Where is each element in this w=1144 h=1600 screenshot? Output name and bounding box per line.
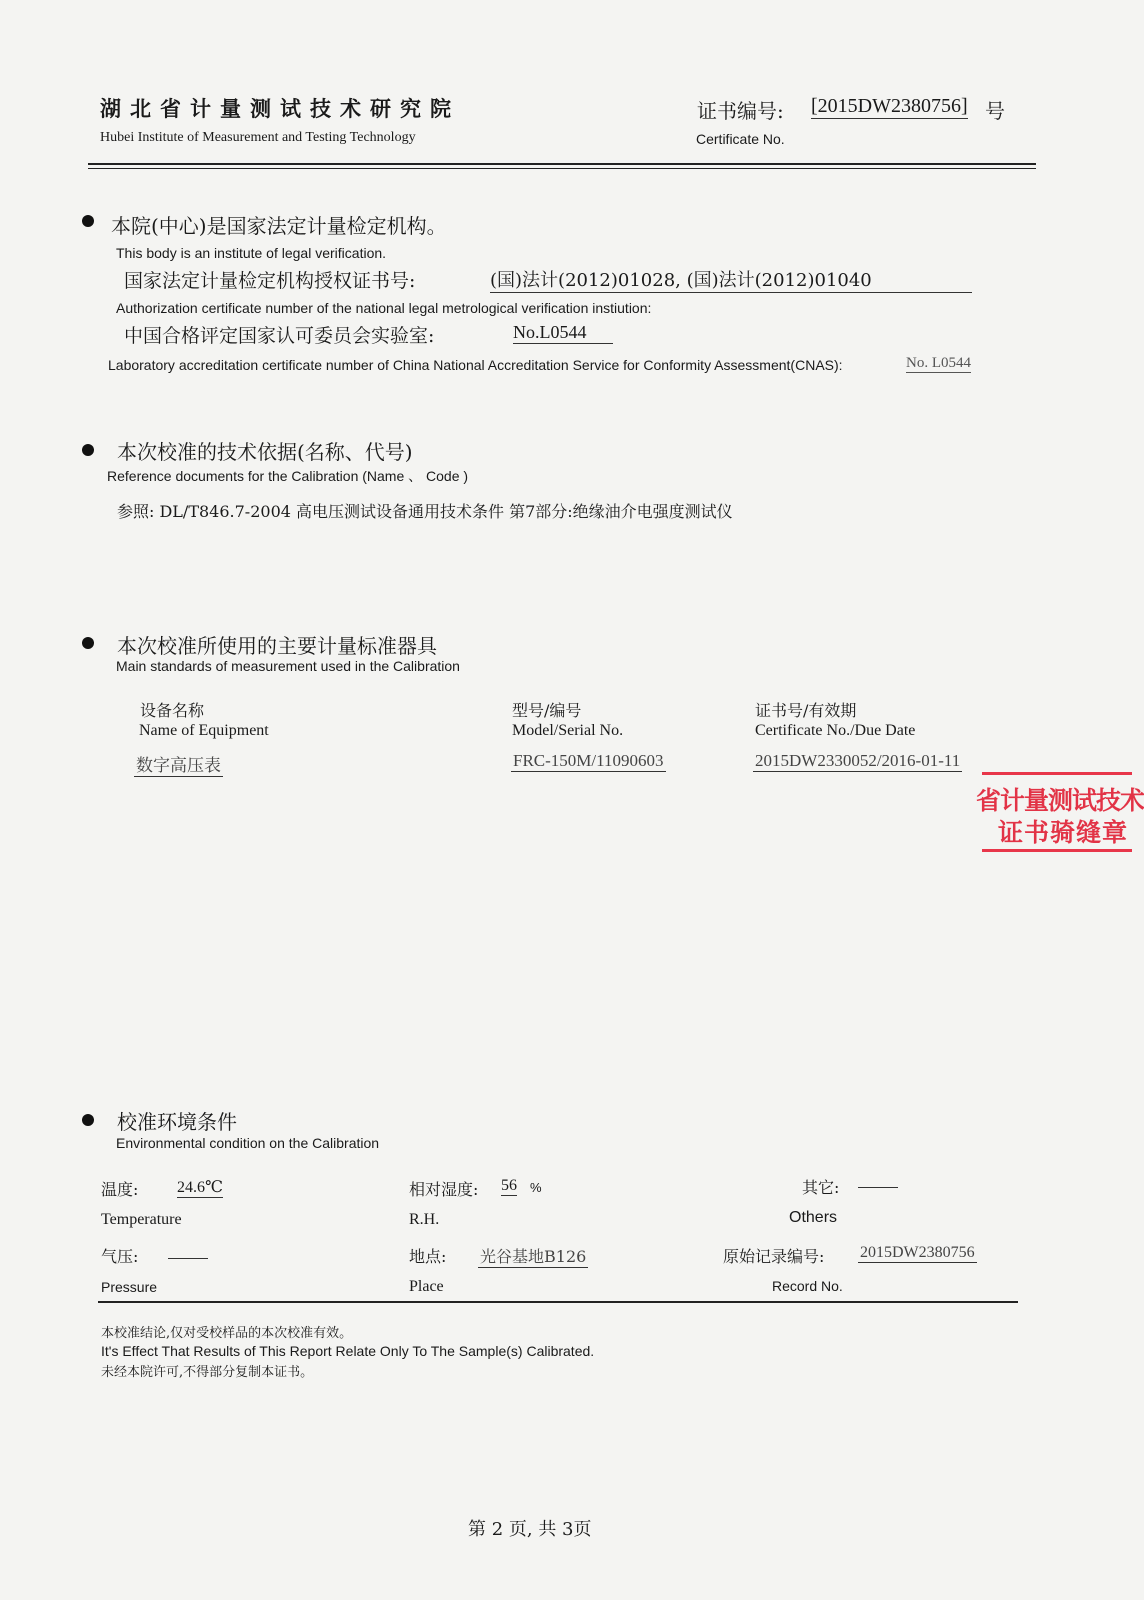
certificate-number: [2015DW2380756] (811, 95, 968, 117)
column-header-model-cn: 型号/编号 (512, 701, 582, 720)
page-number: 第 2 页, 共 3页 (468, 1519, 592, 1540)
equipment-model: FRC-150M/11090603 (513, 751, 664, 770)
column-header-cert-cn: 证书号/有效期 (755, 701, 857, 720)
section4-heading-cn: 校准环境条件 (117, 1110, 237, 1134)
lab-label-cn: 中国合格评定国家认可委员会实验室: (124, 325, 435, 347)
temperature-label-en: Temperature (101, 1211, 182, 1228)
certificate-label-en: Certificate No. (696, 131, 785, 147)
pressure-label-cn: 气压: (101, 1247, 139, 1266)
equipment-certificate: 2015DW2330052/2016-01-11 (755, 751, 961, 770)
section3-bullet (82, 637, 94, 649)
rh-label-en: R.H. (409, 1211, 440, 1228)
institute-name-cn: 湖北省计量测试技术研究院 (100, 96, 460, 121)
place-label-en: Place (409, 1278, 444, 1295)
stamp-line-1: 省计量测试技术 (976, 786, 1144, 815)
seam-stamp (976, 772, 1144, 852)
section2-bullet (82, 444, 94, 456)
record-label-en: Record No. (772, 1278, 843, 1294)
section3-heading-en: Main standards of measurement used in the Calibration (116, 658, 460, 674)
column-header-model-en: Model/Serial No. (512, 722, 624, 739)
place-value: 光谷基地B126 (478, 1244, 588, 1268)
footnote-line-1: 本校准结论,仅对受校样品的本次校准有效。 (101, 1326, 353, 1341)
auth-value: (国)法计(2012)01028, (国)法计(2012)01040 (490, 266, 972, 293)
column-header-equipment-cn: 设备名称 (140, 701, 205, 720)
section4-heading-en: Environmental condition on the Calibration (116, 1135, 380, 1151)
reference-document: 参照: DL/T846.7-2004 高电压测试设备通用技术条件 第7部分:绝缘油介电强度测试仪 (117, 502, 733, 521)
others-label-cn: 其它: (802, 1178, 840, 1197)
header-rule-bottom (88, 168, 1036, 169)
certificate-label-cn: 证书编号: (697, 99, 784, 123)
auth-label-cn: 国家法定计量检定机构授权证书号: (124, 270, 416, 292)
section1-heading-cn: 本院(中心)是国家法定计量检定机构。 (111, 214, 447, 238)
column-header-cert-en: Certificate No./Due Date (755, 722, 916, 739)
pressure-blank (168, 1258, 208, 1259)
auth-en: Authorization certificate number of the national legal metrological verification instiution: (116, 300, 652, 316)
rh-value: 56 (501, 1177, 517, 1194)
rh-label-cn: 相对湿度: (409, 1180, 479, 1199)
lab-en: Laboratory accreditation certificate number of China National Accreditation Service for Conformity Assessment(CNAS): (108, 357, 843, 373)
section4-bullet (82, 1114, 94, 1126)
lab-en-value: No. L0544 (906, 355, 971, 371)
section1-bullet (82, 215, 94, 227)
section1-heading-en: This body is an institute of legal verification. (116, 245, 387, 261)
footnote-line-2: It's Effect That Results of This Report Relate Only To The Sample(s) Calibrated. (101, 1343, 595, 1359)
environment-rule (98, 1301, 1018, 1303)
section3-heading-cn: 本次校准所使用的主要计量标准器具 (117, 634, 437, 658)
place-label-cn: 地点: (409, 1247, 447, 1266)
header-rule-top (88, 163, 1036, 165)
others-label-en: Others (789, 1209, 838, 1226)
pressure-label-en: Pressure (101, 1279, 158, 1295)
institute-name-en: Hubei Institute of Measurement and Testing Technology (100, 130, 416, 145)
temperature-value: 24.6℃ (177, 1179, 223, 1196)
rh-unit: % (530, 1180, 542, 1195)
equipment-name: 数字高压表 (134, 751, 223, 777)
section2-heading-cn: 本次校准的技术依据(名称、代号) (117, 440, 413, 464)
record-value: 2015DW2380756 (860, 1244, 975, 1261)
stamp-line-2: 证书骑缝章 (998, 818, 1129, 847)
temperature-label-cn: 温度: (101, 1180, 139, 1199)
footnote-line-3: 未经本院许可,不得部分复制本证书。 (101, 1365, 314, 1380)
record-label-cn: 原始记录编号: (723, 1247, 825, 1266)
others-blank (858, 1187, 898, 1188)
column-header-equipment-en: Name of Equipment (139, 722, 269, 739)
certificate-suffix: 号 (985, 99, 1005, 123)
section2-heading-en: Reference documents for the Calibration (Name 、 Code ) (107, 468, 469, 484)
lab-value: No.L0544 (513, 322, 613, 344)
